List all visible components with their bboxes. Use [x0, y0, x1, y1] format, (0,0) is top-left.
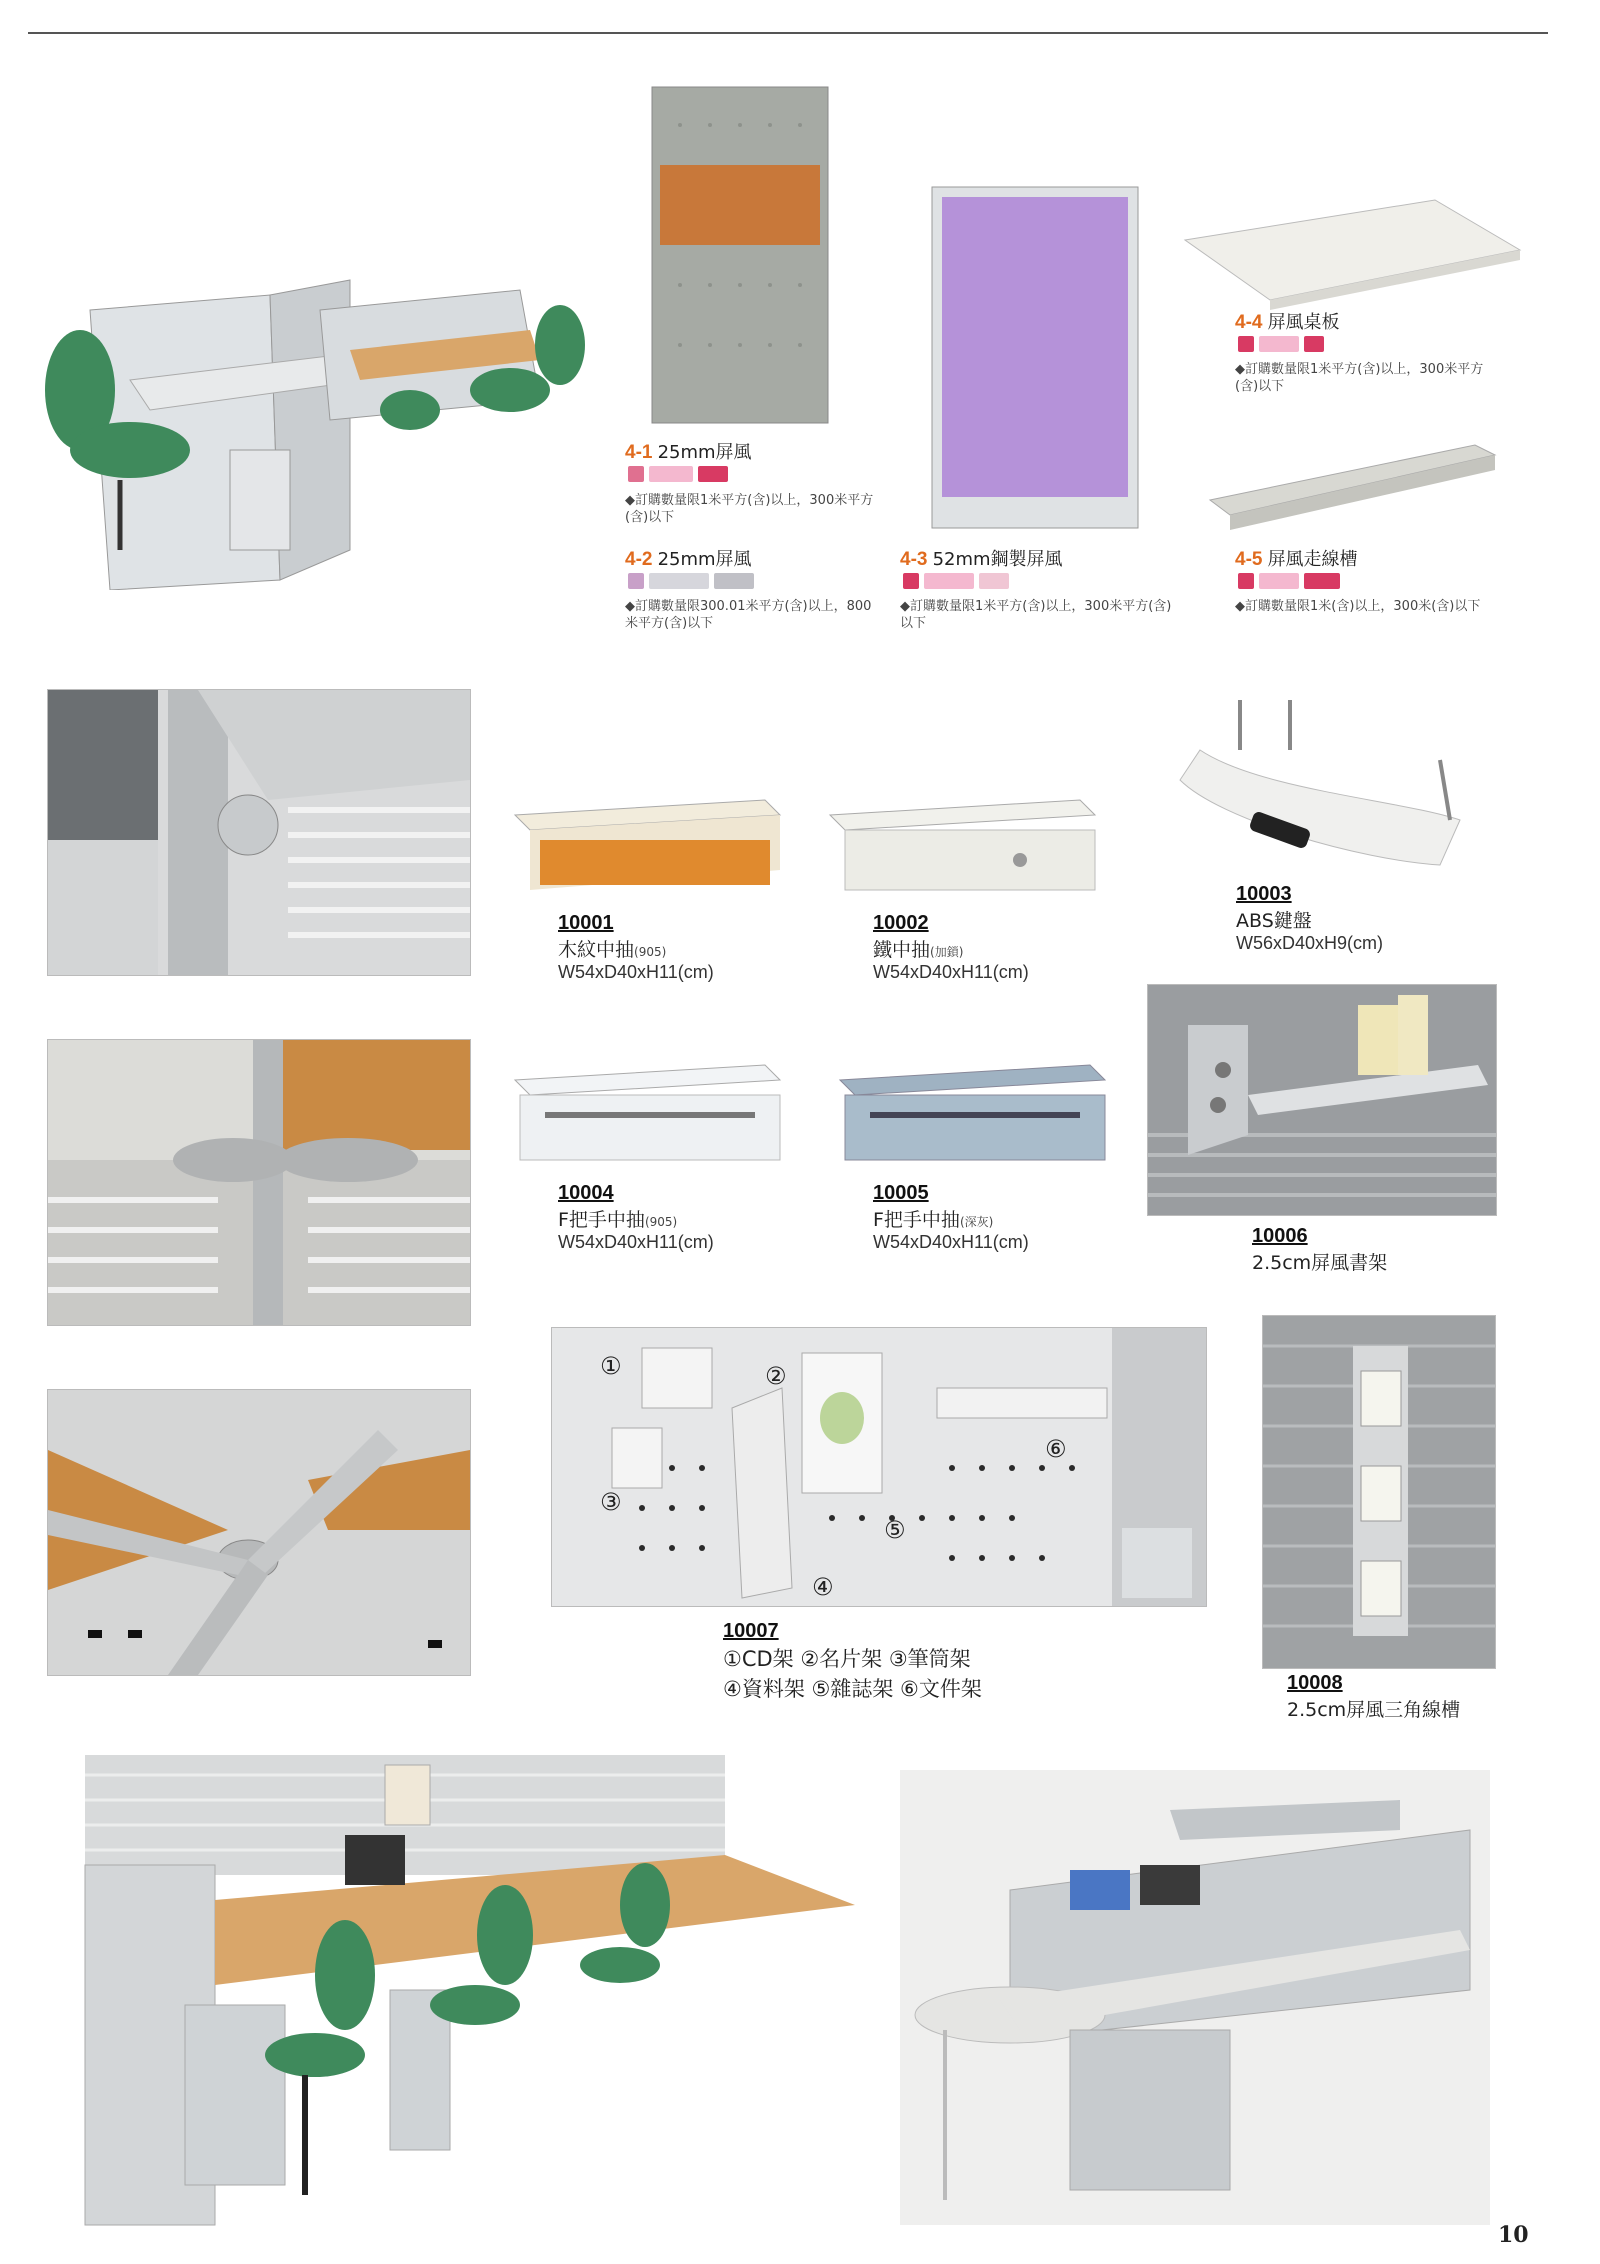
product-10005-name: F把手中抽(深灰)	[873, 1209, 994, 1231]
joint-detail-photo-2	[48, 1040, 470, 1325]
top-rule	[28, 32, 1548, 34]
screen-4-5-note: ◆訂購數量限1米(含)以上，300米(含)以下	[1235, 599, 1481, 614]
product-10003-label	[1236, 883, 1383, 954]
screen-4-3-price	[903, 573, 1009, 593]
joint-detail-photo-1	[48, 690, 470, 975]
screen-4-4-id: 4-4	[1235, 312, 1263, 333]
product-10003-name: ABS鍵盤	[1236, 910, 1312, 932]
screen-4-3-title: 52mm鋼製屏風	[932, 549, 1063, 570]
product-10005-dims: W54xD40xH11(cm)	[873, 1232, 1029, 1252]
product-10006-code: 10006	[1252, 1225, 1308, 1247]
screen-4-2-title: 25mm屏風	[657, 549, 752, 570]
drawer-10005-image	[830, 1060, 1110, 1165]
screen-4-4-image	[1175, 190, 1525, 310]
screen-4-3-image	[930, 185, 1140, 530]
screen-4-2-price	[628, 573, 754, 593]
product-10001-label	[558, 912, 714, 983]
screen-4-2-note: ◆訂購數量限300.01米平方(含)以上，800米平方(含)以下	[625, 599, 872, 631]
screen-4-2-id: 4-2	[625, 549, 653, 570]
product-10008-label	[1287, 1672, 1460, 1722]
product-10005-code: 10005	[873, 1182, 929, 1204]
product-10007-line-1: ①CD架 ②名片架 ③筆筒架	[723, 1647, 971, 1671]
screen-4-2-label	[625, 545, 752, 571]
product-10001-dims: W54xD40xH11(cm)	[558, 962, 714, 982]
product-10003-dims: W56xD40xH9(cm)	[1236, 933, 1384, 953]
screen-4-1-image	[650, 85, 830, 425]
product-10001-name: 木紋中抽(905)	[558, 939, 667, 961]
cable-channel-10008-image	[1263, 1316, 1495, 1668]
rack-accessories-10007-image	[552, 1328, 1206, 1606]
screen-4-4-label	[1235, 308, 1340, 334]
rack-label-2: ②	[765, 1362, 787, 1390]
product-10006-name: 2.5cm屏風書架	[1252, 1252, 1388, 1274]
screen-4-5-label	[1235, 545, 1358, 571]
screen-4-1-title: 25mm屏風	[657, 442, 752, 463]
screen-4-1-id: 4-1	[625, 442, 653, 463]
screen-4-1-note: ◆訂購數量限1米平方(含)以上，300米平方(含)以下	[625, 493, 874, 525]
product-10002-name: 鐵中抽(加鎖)	[873, 939, 964, 961]
product-10003-code: 10003	[1236, 883, 1292, 905]
joint-detail-photo-3	[48, 1390, 470, 1675]
drawer-10002-image	[820, 795, 1100, 895]
rack-label-5: ⑤	[884, 1516, 906, 1544]
product-10004-dims: W54xD40xH11(cm)	[558, 1232, 714, 1252]
screen-4-4-note: ◆訂購數量限1米平方(含)以上，300米平方(含)以下	[1235, 362, 1484, 394]
rack-label-3: ③	[600, 1488, 622, 1516]
screen-4-3-note: ◆訂購數量限1米平方(含)以上，300米平方(含)以下	[900, 599, 1172, 631]
rack-label-4: ④	[812, 1573, 834, 1601]
product-10005-label	[873, 1182, 1029, 1253]
product-10002-code: 10002	[873, 912, 929, 934]
product-10007-code: 10007	[723, 1620, 779, 1642]
drawer-10004-image	[505, 1060, 785, 1165]
product-10006-label	[1252, 1225, 1387, 1275]
product-10004-code: 10004	[558, 1182, 614, 1204]
product-10002-label	[873, 912, 1029, 983]
workstation-photo-bottom-right	[900, 1770, 1490, 2225]
product-10004-label	[558, 1182, 714, 1253]
product-10007-line-2: ④資料架 ⑤雜誌架 ⑥文件架	[723, 1677, 982, 1701]
rack-label-6: ⑥	[1045, 1435, 1067, 1463]
product-10004-name: F把手中抽(905)	[558, 1209, 678, 1231]
screen-4-5-price	[1238, 573, 1340, 593]
product-10007-label	[723, 1620, 982, 1703]
workstation-photo-top	[20, 250, 610, 590]
product-10008-code: 10008	[1287, 1672, 1343, 1694]
product-10002-dims: W54xD40xH11(cm)	[873, 962, 1029, 982]
bookshelf-10006-image	[1148, 985, 1496, 1215]
drawer-10001-image	[505, 795, 785, 895]
screen-4-4-price	[1238, 336, 1324, 356]
rack-label-1: ①	[600, 1352, 622, 1380]
screen-4-5-id: 4-5	[1235, 549, 1263, 570]
screen-4-1-price	[628, 466, 728, 486]
screen-4-3-id: 4-3	[900, 549, 928, 570]
product-10008-name: 2.5cm屏風三角線槽	[1287, 1699, 1461, 1721]
screen-4-5-image	[1205, 440, 1500, 535]
screen-4-4-title: 屏風桌板	[1267, 312, 1340, 333]
screen-4-3-label	[900, 545, 1063, 571]
page-number: 10	[1498, 2222, 1529, 2248]
workstation-photo-bottom-left	[75, 1755, 885, 2235]
screen-4-5-title: 屏風走線槽	[1267, 549, 1358, 570]
screen-4-1-label	[625, 438, 752, 464]
keyboard-tray-10003-image	[1160, 690, 1490, 875]
product-10001-code: 10001	[558, 912, 614, 934]
